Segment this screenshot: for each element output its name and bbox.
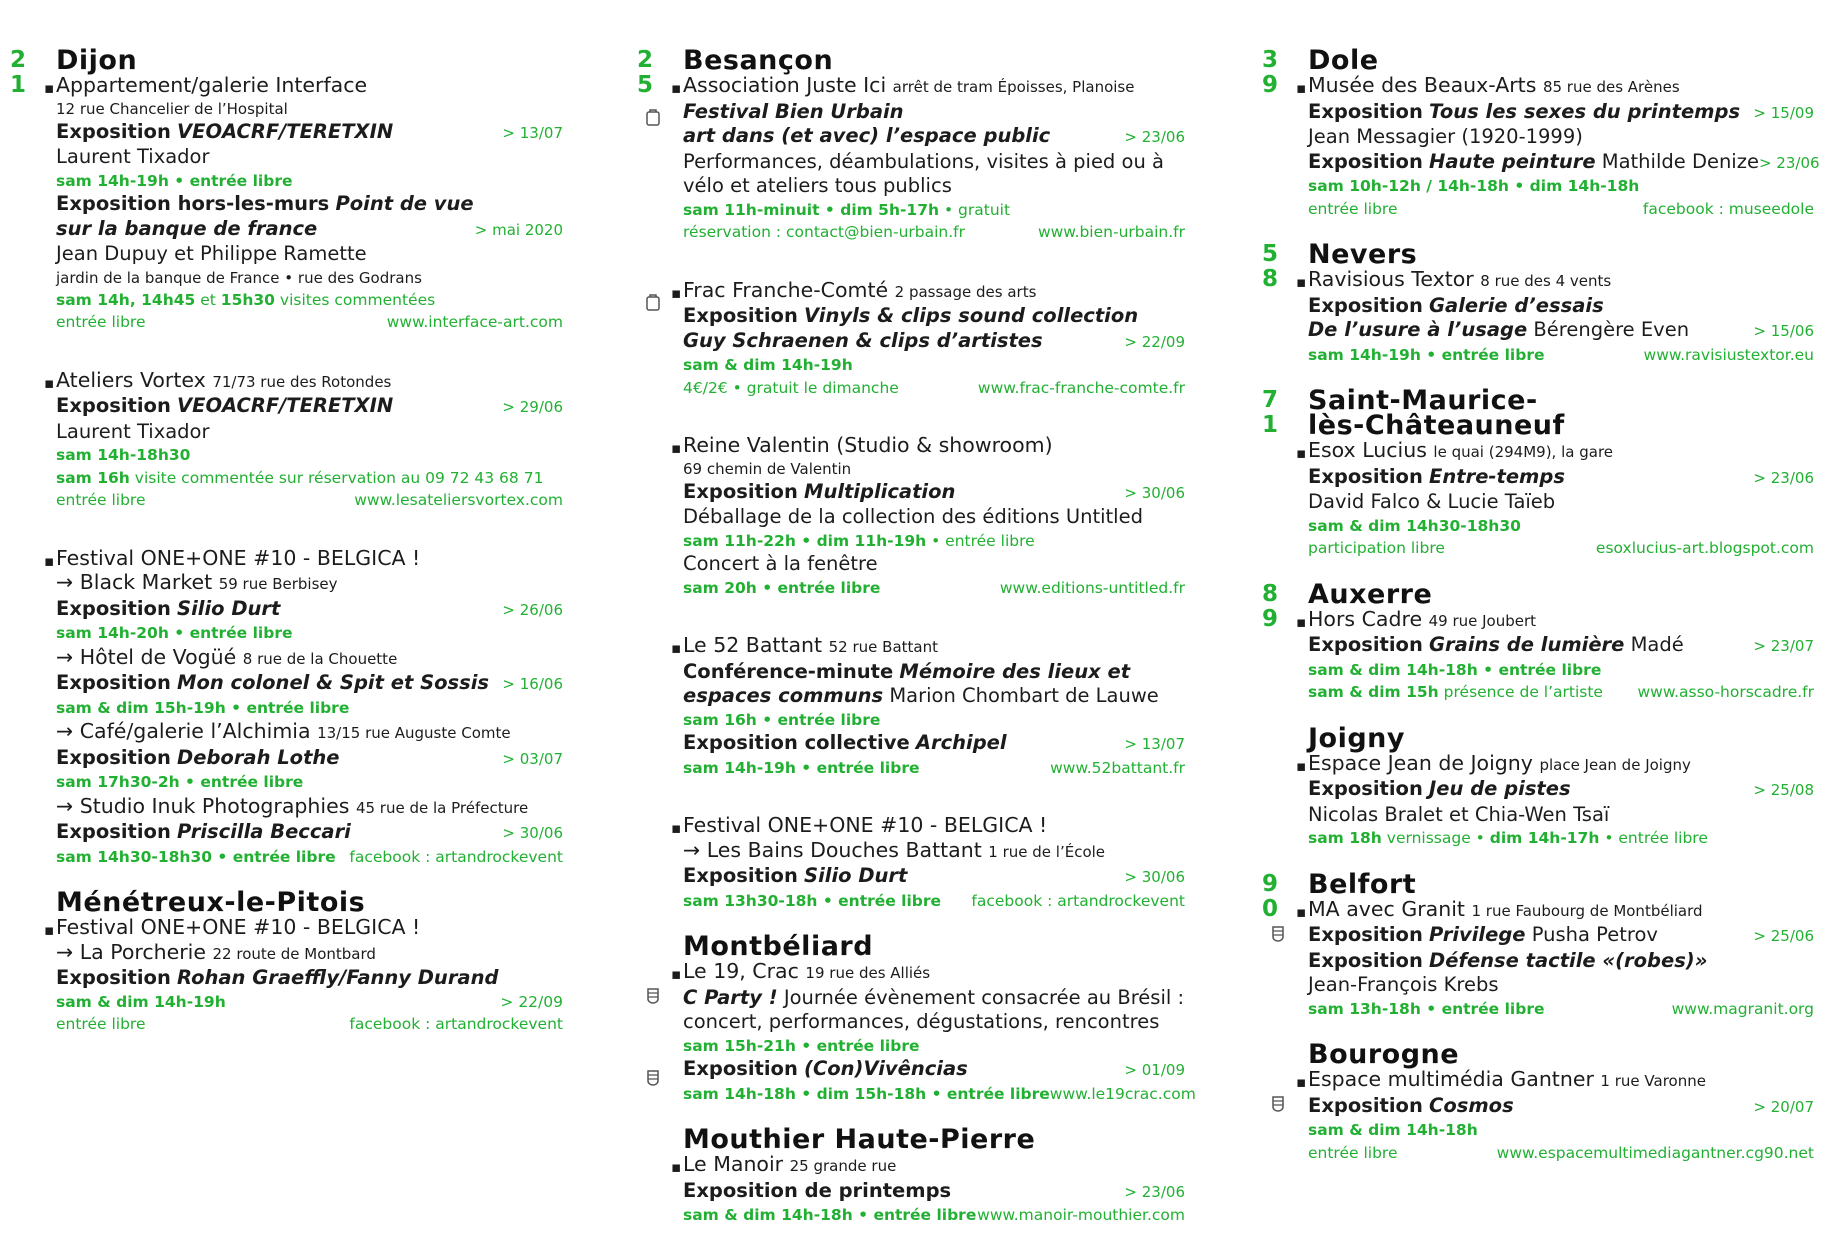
city-name: Bourogne	[1308, 1039, 1460, 1070]
venue-festival-one-one: ▪ Festival ONE+ONE #10 - BELGICA ! → Black Market 59 rue Berbisey Exposition Silio Durt > 26/06 sam 14h-20h • entrée libre → Hôtel de Vogüé 8 rue de la Chouette Exposition Mon colonel & Spit et Sossis > 16/06 sam & dim 15h-19h • entrée libre → Café/galerie l’Alchimia 13/15 rue Auguste Comte Exposition Deborah Lothe > 03/07 sam 17h30-2h • entrée libre → Studio Inuk Photographies 45 rue de la Préfecture Exposition Priscilla Beccari > 30/06 sam 14h30-18h30 • entrée libre facebook : artandrockevent	[56, 546, 563, 869]
city-dole	[1262, 45, 1820, 220]
website-link[interactable]: www.magranit.org	[1671, 999, 1814, 1018]
artist: Laurent Tixador	[56, 145, 210, 168]
venue-la-porcherie: ▪ Festival ONE+ONE #10 - BELGICA ! → La Porcherie 22 route de Montbard Exposition Rohan Graeffly/Fanny Durand sam & dim 14h-19h > 22/09 entrée libre facebook : artandrockevent	[56, 915, 563, 1036]
website-link[interactable]: facebook : artandrockevent	[349, 847, 563, 866]
column-3	[1262, 45, 1820, 1164]
city-number: 3 9	[1262, 47, 1279, 98]
column-2	[637, 45, 1196, 1227]
venue-musee-beaux-arts: ▪ Musée des Beaux-Arts 85 rue des Arènes Exposition Tous les sexes du printemps > 15/09 Jean Messagier (1920-1999) Exposition Haute peinture Mathilde Denize > 23/06 sam 10h-12h / 14h-18h • dim 14h-18h entrée libre facebook : museedole	[1308, 73, 1814, 220]
city-name: Ménétreux-le-Pitois	[56, 887, 366, 918]
hearing-icon	[1268, 1093, 1288, 1113]
venue-jean-de-joigny: ▪ Espace Jean de Joigny place Jean de Joigny Exposition Jeu de pistes > 25/08 Nicolas Bralet et Chia-Wen Tsaï sam 18h vernissage • dim 14h-17h • entrée libre	[1296, 750, 1814, 847]
city-number: 7 1	[1262, 387, 1279, 438]
city-name: Besançon	[683, 45, 834, 76]
venue-hors-cadre: ▪ Hors Cadre 49 rue Joubert Exposition Grains de lumière Madé > 23/07 sam & dim 14h-18h • entrée libre sam & dim 15h présence de l’artiste www.asso-horscadre.fr	[1308, 607, 1814, 704]
city-number: 5 8	[1262, 241, 1279, 292]
venue-52-battant: ▪ Le 52 Battant 52 rue Battant Conférence-minute Mémoire des lieux et espaces communs Marion Chombart de Lauwe sam 16h • entrée libre Exposition collective Archipel > 13/07 sam 14h-19h • entrée libre www.52battant.fr	[683, 633, 1185, 779]
city-name: Dijon	[56, 45, 138, 76]
venue-bains-douches: ▪ Festival ONE+ONE #10 - BELGICA ! → Les Bains Douches Battant 1 rue de l’École Exposition Silio Durt > 30/06 sam 13h30-18h • entrée libre facebook : artandrockevent	[683, 813, 1185, 912]
city-name: Montbéliard	[683, 931, 874, 962]
city-menetreux	[10, 887, 563, 1036]
venue-interface: ▪ Appartement/galerie Interface 12 rue Chancelier de l’Hospital Exposition VEOACRF/TERETXIN > 13/07 Laurent Tixador sam 14h-19h • entrée libre Exposition hors-les-murs Point de vue sur la banque de france > mai 2020 Jean Dupuy et Philippe Ramette jardin de la banque de France • rue des Godrans sam 14h, 14h45 et 15h30 visites commentées entrée libre www.interface-art.com	[56, 73, 563, 334]
venue-juste-ici: ▪ Association Juste Ici arrêt de tram Époisses, Planoise Festival Bien Urbain art dans (et avec) l’espace public > 23/06 Performances, déambulations, visites à pied ou à vélo et ateliers tous publics sam 11h-minuit • dim 5h-17h • gratuit réservation : contact@bien-urbain.fr www.bien-urbain.fr	[683, 73, 1185, 244]
hearing-icon	[643, 1067, 663, 1087]
venue-name: Appartement/galerie Interface	[56, 73, 368, 97]
venue-reine-valentin: ▪ Reine Valentin (Studio & showroom) 69 chemin de Valentin Exposition Multiplication > 30/06 Déballage de la collection des éditions Untitled sam 11h-22h • dim 11h-19h • entrée libre Concert à la fenêtre sam 20h • entrée libre www.editions-untitled.fr	[683, 433, 1185, 599]
city-name: Belfort	[1308, 868, 1417, 900]
city-nevers	[1262, 239, 1814, 366]
city-number: 9 0	[1262, 870, 1279, 922]
website-link[interactable]: www.interface-art.com	[386, 313, 563, 331]
city-number: 2 5	[637, 47, 654, 98]
venue-ravisious-textor: ▪ Ravisious Textor 8 rue des 4 vents Exposition Galerie d’essais De l’usure à l’usage Bérengère Even > 15/06 sam 14h-19h • entrée libre www.ravisiustextor.eu	[1308, 267, 1814, 366]
venue-esox-lucius: ▪ Esox Lucius le quai (294M9), la gare Exposition Entre-temps > 23/06 David Falco & Lucie Taïeb sam & dim 14h30-18h30 participation libre esoxlucius-art.blogspot.com	[1308, 438, 1814, 560]
city-number: 8 9	[1262, 580, 1279, 632]
website-link[interactable]: facebook : artandrockevent	[971, 891, 1185, 910]
accessibility-icon	[643, 107, 663, 127]
website-link[interactable]: www.espacemultimediagantner.cg90.net	[1496, 1143, 1814, 1162]
website-link[interactable]: esoxlucius-art.blogspot.com	[1595, 539, 1814, 557]
venue-name: Ateliers Vortex	[56, 367, 206, 392]
website-link[interactable]: www.bien-urbain.fr	[1037, 223, 1185, 241]
hours: sam 14h-19h • entrée libre	[56, 171, 293, 190]
venue-le-19-crac: ▪ Le 19, Crac 19 rue des Alliés C Party ! Journée évènement consacrée au Brésil : concert, performances, dégustations, rencontres sam 15h-21h • entrée libre Exposition (Con)Vivências > 01/09 sam 14h-18h • dim 15h-18h • entrée libre www.le19crac.com	[683, 959, 1185, 1105]
website-link[interactable]: www.manoir-mouthier.com	[977, 1206, 1185, 1224]
column-1	[10, 45, 563, 1036]
city-mouthier	[637, 1124, 1185, 1227]
website-link[interactable]: www.frac-franche-comte.fr	[977, 378, 1185, 397]
website-link[interactable]: www.lesateliersvortex.com	[354, 491, 563, 509]
venue-address: 12 rue Chancelier de l’Hospital	[56, 99, 288, 118]
venue-vortex: ▪ Ateliers Vortex 71/73 rue des Rotondes Exposition VEOACRF/TERETXIN > 29/06 Laurent Tixador sam 14h-18h30 sam 16h visite commentée sur réservation au 09 72 43 68 71 entrée libre www.lesateliersvortex.com	[56, 368, 563, 512]
venue-frac: ▪ Frac Franche-Comté 2 passage des arts Exposition Vinyls & clips sound collection Guy Schraenen & clips d’artistes > 22/09 sam & dim 14h-19h 4€/2€ • gratuit le dimanche www.frac-franche-comte.fr	[683, 278, 1185, 400]
venue-gantner: ▪ Espace multimédia Gantner 1 rue Varonne Exposition Cosmos > 20/07 sam & dim 14h-18h entrée libre www.espacemultimediagantner.cg90.net	[1308, 1067, 1814, 1164]
website-link[interactable]: facebook : artandrockevent	[349, 1015, 563, 1033]
city-besancon	[637, 45, 1185, 912]
city-montbeliard	[637, 931, 1196, 1105]
venue-le-manoir: ▪ Le Manoir 25 grande rue Exposition de printemps > 23/06 sam & dim 14h-18h • entrée libre www.manoir-mouthier.com	[683, 1152, 1185, 1227]
city-number: 2 1	[10, 47, 27, 98]
venue-ma-avec-granit: ▪ MA avec Granit 1 rue Faubourg de Montbéliard Exposition Privilege Pusha Petrov > 25/06 Exposition Défense tactile «(robes)» Jean-François Krebs sam 13h-18h • entrée libre www.magranit.org	[1308, 897, 1814, 1021]
website-link[interactable]: www.le19crac.com	[1049, 1084, 1196, 1103]
city-joigny	[1262, 722, 1814, 850]
city-name: Auxerre	[1308, 578, 1433, 610]
city-name: Dole	[1308, 45, 1379, 76]
city-dijon	[10, 45, 563, 868]
website-link[interactable]: www.editions-untitled.fr	[999, 578, 1185, 597]
accessibility-icon	[643, 292, 663, 312]
hearing-icon	[1268, 923, 1288, 943]
city-name: Nevers	[1308, 239, 1418, 270]
city-name: Joigny	[1308, 722, 1405, 754]
city-name: Saint-Maurice- lès-Châteauneuf	[1308, 385, 1565, 441]
end-date: > 13/07	[502, 123, 563, 142]
website-link[interactable]: www.asso-horscadre.fr	[1637, 683, 1814, 701]
website-link[interactable]: www.52battant.fr	[1050, 758, 1185, 777]
city-saint-maurice	[1262, 385, 1814, 560]
website-link[interactable]: www.ravisiustextor.eu	[1643, 345, 1814, 364]
city-name: Mouthier Haute-Pierre	[683, 1124, 1036, 1155]
hearing-icon	[643, 985, 663, 1005]
city-belfort	[1262, 868, 1814, 1021]
city-auxerre	[1262, 578, 1814, 704]
city-bourogne	[1262, 1039, 1814, 1164]
website-link[interactable]: facebook : museedole	[1642, 199, 1814, 218]
